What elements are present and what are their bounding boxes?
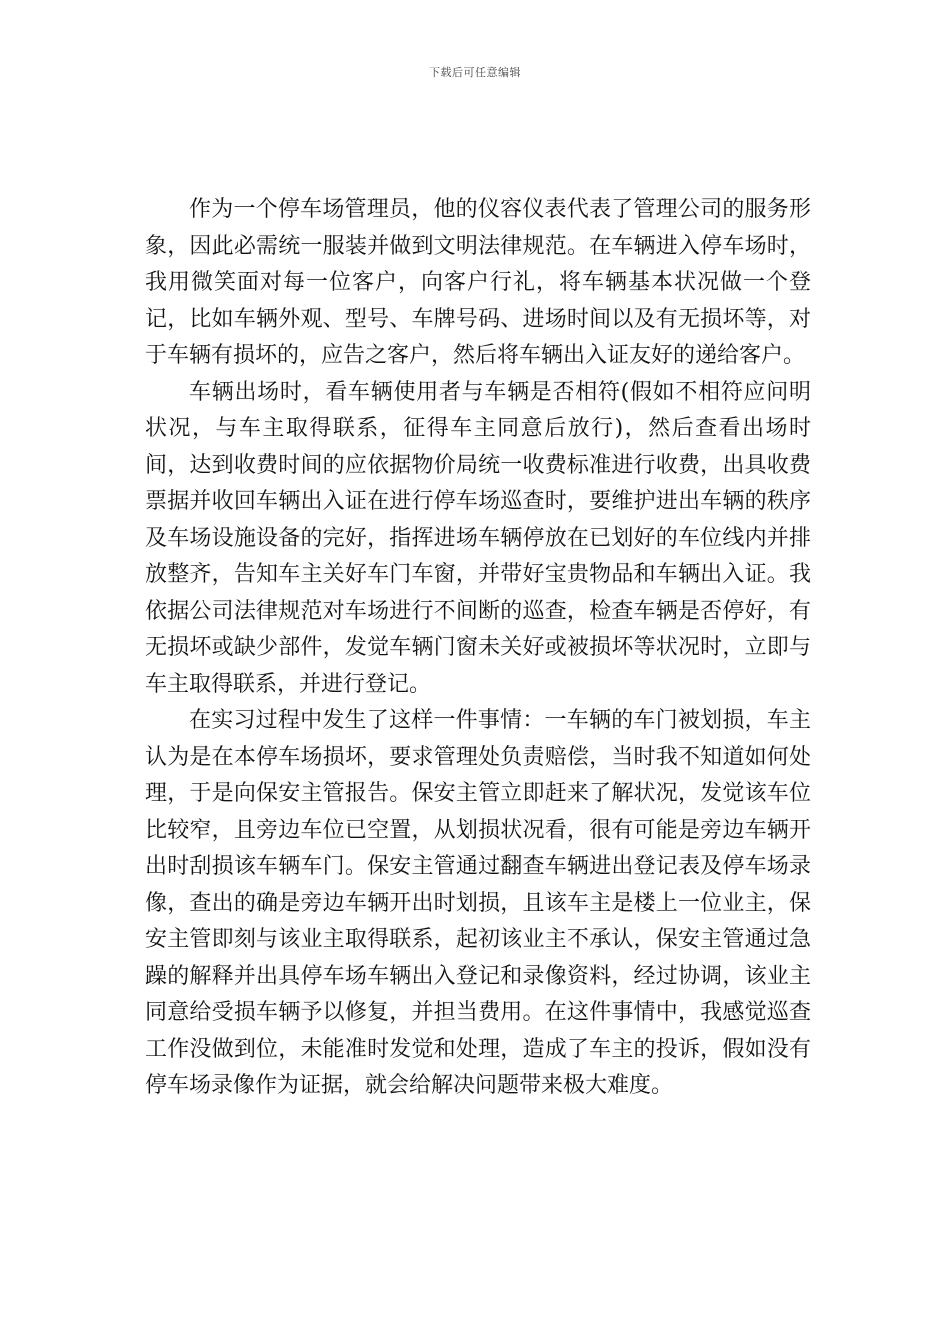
paragraph-3: 在实习过程中发生了这样一件事情：一车辆的车门被划损，车主认为是在本停车场损坏，要求管理处负责赔偿，当时我不知道如何处理，于是向保安主管报告。保安主管立即赶来了解状况，发觉该车位比较窄，且旁边车位已空置，从划损状况看，很有可能是旁边车辆开出时刮损该车辆车门。保安主管通过翻查车辆进出登记表及停车场录像，查出的确是旁边车辆开出时划损，且该车主是楼上一位业主，保安主管即刻与该业主取得联系，起初该业主不承认，保安主管通过急躁的解释并出具停车场车辆出入登记和录像资料，经过协调，该业主同意给受损车辆予以修复，并担当费用。在这件事情中，我感觉巡查工作没做到位，未能准时发觉和处理，造成了车主的投诉，假如没有停车场录像作为证据，就会给解决问题带来极大难度。 xyxy=(145,708,811,1098)
paragraph-2: 车辆出场时，看车辆使用者与车辆是否相符(假如不相符应问明状况，与车主取得联系，征得车主同意后放行)，然后查看出场时间，达到收费时间的应依据物价局统一收费标准进行收费，出具收费票据并收回车辆出入证在进行停车场巡查时，要维护进出车辆的秩序及车场设施设备的完好，指挥进场车辆停放在已划好的车位线内并排放整齐，告知车主关好车门车窗，并带好宝贵物品和车辆出入证。我依据公司法律规范对车场进行不间断的巡查，检查车辆是否停好，有无损坏或缺少部件，发觉车辆门窗未关好或被损坏等状况时，立即与车主取得联系，并进行登记。 xyxy=(145,379,811,697)
page-header: 下载后可任意编辑 xyxy=(429,66,521,79)
paragraph-1: 作为一个停车场管理员，他的仪容仪表代表了管理公司的服务形象，因此必需统一服装并做到文明法律规范。在车辆进入停车场时，我用微笑面对每一位客户，向客户行礼，将车辆基本状况做一个登记，比如车辆外观、型号、车牌号码、进场时间以及有无损坏等，对于车辆有损坏的，应告之客户，然后将车辆出入证友好的递给客户。 xyxy=(145,197,811,368)
document-body xyxy=(145,192,811,1105)
